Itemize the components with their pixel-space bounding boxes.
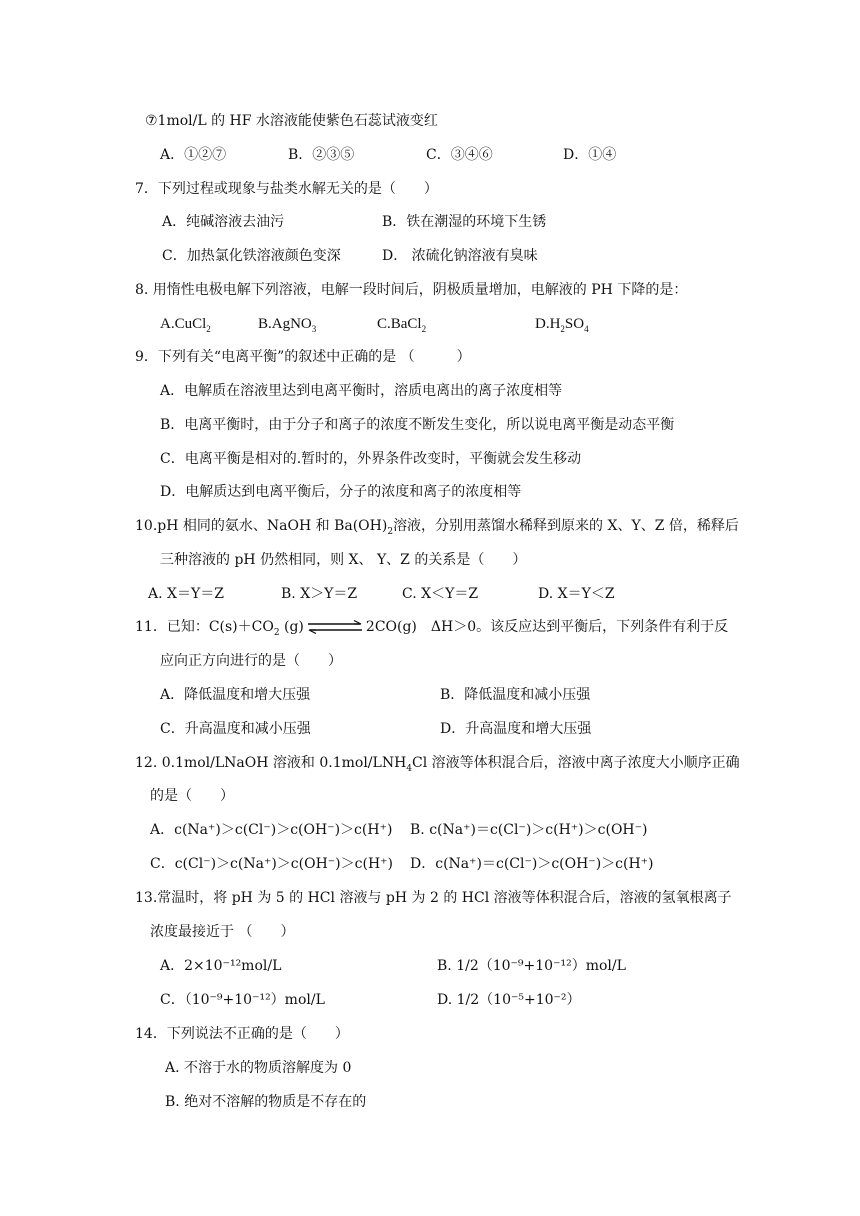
- q10-option-c: C. X＜Y＝Z: [402, 586, 479, 602]
- q8-option-b: B.AgNO$_3$: [258, 316, 317, 334]
- q8-stem: 8. 用惰性电极电解下列溶液，电解一段时间后，阴极质量增加，电解液的 PH 下降的是：: [135, 282, 688, 298]
- q8-option-d: $D.H_2SO_4$: [535, 316, 589, 334]
- q6-option-c: C．③④⑥: [426, 147, 493, 163]
- q12-stem: 12. 0.1mol/LNaOH 溶液和 $0.1mol/LNH_4Cl$ 溶液等体积混合后，溶液中离子浓度大小顺序正确: [135, 755, 740, 774]
- q10-option-d: D. X＝Y＜Z: [538, 586, 615, 602]
- q12-option-a: A．c(Na⁺)＞c(Cl⁻)＞c(OH⁻)＞c(H⁺): [150, 822, 393, 838]
- q12-option-d: D．c(Na⁺)＝c(Cl⁻)＞c(OH⁻)＞c(H⁺): [410, 856, 654, 872]
- q14-option-b: B. 绝对不溶解的物质是不存在的: [165, 1094, 367, 1110]
- equilibrium-arrow-icon: [306, 620, 364, 634]
- q14-stem: 14．下列说法不正确的是（ ）: [135, 1026, 349, 1042]
- q11-stem-line2: 应向正方向进行的是（ ）: [160, 653, 342, 669]
- q10-option-b: B. X＞Y＝Z: [281, 586, 358, 602]
- q6-item-7: ⑦1mol/L 的 HF 水溶液能使紫色石蕊试液变红: [145, 113, 438, 129]
- q14-option-a: A. 不溶于水的物质溶解度为 0: [165, 1060, 352, 1076]
- q9-option-b: B．电离平衡时，由于分子和离子的浓度不断发生变化，所以说电离平衡是动态平衡: [160, 417, 675, 433]
- q7-option-b: B．铁在潮湿的环境下生锈: [382, 214, 547, 230]
- q10-stem: 10.pH 相同的氨水、NaOH 和 $Ba(OH)_2$溶液，分别用蒸馏水稀释到原来的 X、Y、Z 倍，稀释后: [135, 518, 739, 537]
- q13-stem: 13.常温时，将 pH 为 5 的 HCl 溶液与 pH 为 2 的 HCl 溶液等体积混合后，溶液的氢氧根离子: [135, 890, 732, 906]
- q8-option-c: C.BaCl$_2$: [377, 316, 427, 334]
- q10-stem-line2: 三种溶液的 pH 仍然相同，则 X、 Y、Z 的关系是（ ）: [160, 552, 527, 568]
- q11-stem: 11．已知：$C(s)+CO_2$ (g) 2CO(g) ΔH＞0。该反应达到平衡后，下列条件有利于反: [135, 619, 729, 638]
- q9-option-c: C．电离平衡是相对的.暂时的，外界条件改变时，平衡就会发生移动: [160, 451, 582, 467]
- q11-option-b: B．降低温度和减小压强: [440, 687, 591, 703]
- q13-stem-line2: 浓度最接近于 （ ）: [150, 924, 295, 940]
- q7-stem: 7．下列过程或现象与盐类水解无关的是（ ）: [135, 181, 438, 197]
- q9-option-a: A．电解质在溶液里达到电离平衡时，溶质电离出的离子浓度相等: [160, 383, 563, 399]
- q9-option-d: D．电解质达到电离平衡后，分子的浓度和离子的浓度相等: [160, 484, 522, 500]
- q7-option-a: A．纯碱溶液去油污: [162, 214, 285, 230]
- q11-option-d: D．升高温度和增大压强: [440, 721, 592, 737]
- q13-option-d: D. 1/2（10⁻⁵+10⁻²）: [437, 992, 581, 1008]
- q10-option-a: A. X＝Y＝Z: [148, 586, 224, 602]
- q11-option-c: C．升高温度和减小压强: [160, 721, 311, 737]
- q6-option-b: B．②③⑤: [288, 147, 355, 163]
- q11-option-a: A．降低温度和增大压强: [160, 687, 311, 703]
- q12-stem-line2: 的是（ ）: [150, 788, 234, 804]
- q8-option-a: A.CuCl$_2$: [160, 316, 211, 334]
- q12-option-b: B. c(Na⁺)＝c(Cl⁻)＞c(H⁺)＞c(OH⁻): [410, 822, 648, 838]
- q13-option-c: C．（10⁻⁹+10⁻¹²）mol/L: [160, 992, 325, 1008]
- q9-stem: 9．下列有关“电离平衡”的叙述中正确的是 （ ）: [135, 349, 471, 365]
- q7-option-d: D． 浓硫化钠溶液有臭味: [382, 248, 538, 264]
- q6-option-a: A．①②⑦: [160, 147, 227, 163]
- q6-option-d: D．①④: [563, 147, 617, 163]
- q13-option-a: A．2×10⁻¹²mol/L: [160, 958, 282, 974]
- q13-option-b: B. 1/2（10⁻⁹+10⁻¹²）mol/L: [437, 958, 626, 974]
- q12-option-c: C．c(Cl⁻)＞c(Na⁺)＞c(OH⁻)＞c(H⁺): [150, 856, 394, 872]
- q7-option-c: C．加热氯化铁溶液颜色变深: [162, 248, 341, 264]
